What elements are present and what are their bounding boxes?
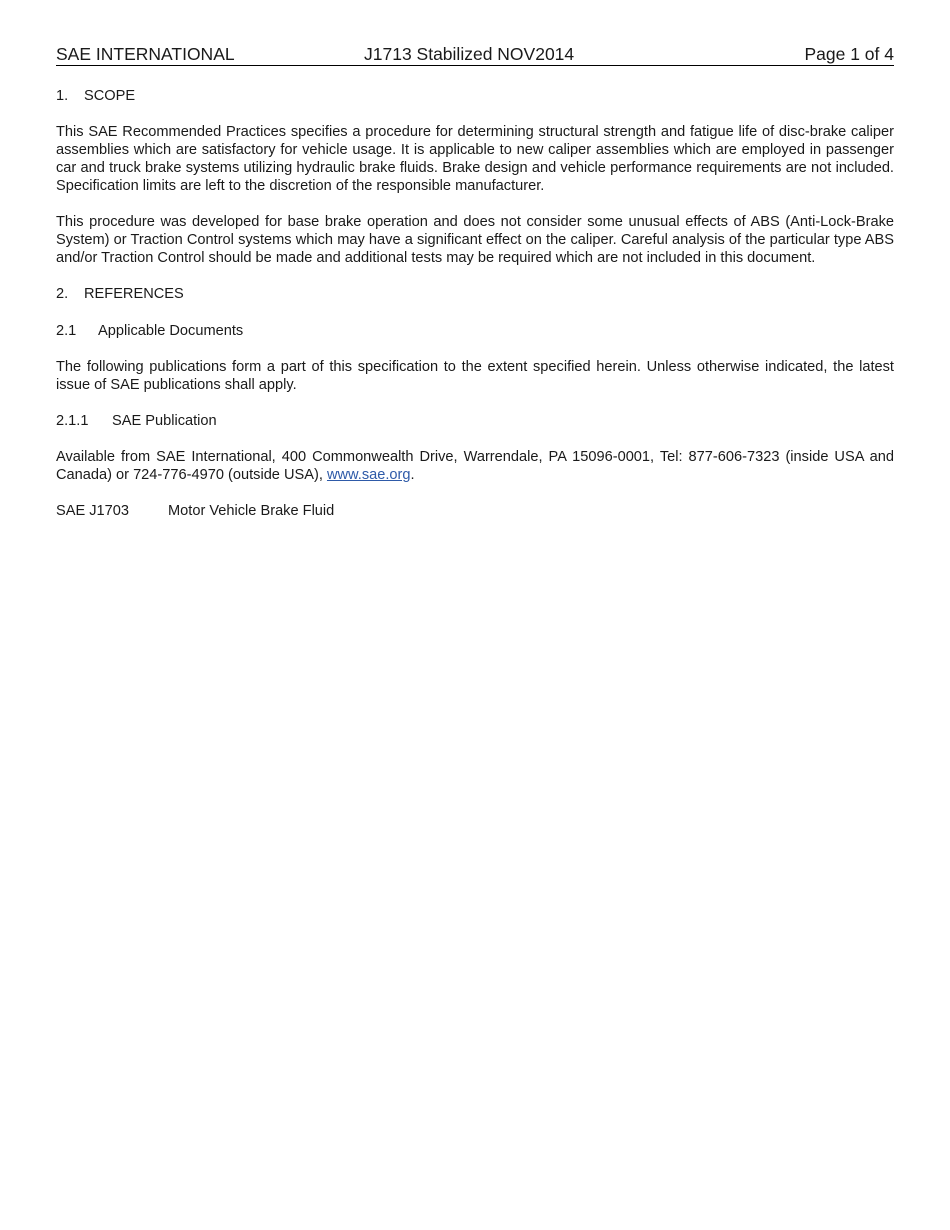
header-organization: SAE INTERNATIONAL [56,44,235,64]
header-page-number: Page 1 of 4 [804,44,894,64]
applicable-documents-paragraph: The following publications form a part of this specification to the extent specified herein. Unless otherwise indicated, the latest issue of SAE publications shall apply. [56,359,894,393]
availability-paragraph [56,448,894,484]
scope-paragraph-1: This SAE Recommended Practices specifies a procedure for determining structural strength and fatigue life of disc-brake caliper assemblies which are satisfactory for vehicle usage. It is applicable to new caliper assemblies which are employed in passenger car and truck brake systems utilizing hydraulic brake fluids. Brake design and vehicle performance requirements are not included. Specification limits are left to the discretion of the responsible manufacturer. [56,124,894,194]
sae-publication-number: 2.1.1 [56,413,89,429]
reference-code: SAE J1703 [56,503,130,519]
document-page [56,43,894,520]
reference-entry [56,502,894,520]
references-heading [56,285,894,303]
scope-paragraph-2: This procedure was developed for base brake operation and does not consider some unusual effects of ABS (Anti-Lock-Brake System) or Traction Control systems which may have a significant effect on the caliper. Careful analysis of the particular type ABS and/or Traction Control should be made and additional tests may be required which are not included in this document. [56,214,894,266]
availability-period: . [410,467,415,483]
references-title: REFERENCES [84,286,184,302]
header-document-id: J1713 Stabilized NOV2014 [364,44,575,64]
availability-text: Available from SAE International, 400 Commonwealth Drive, Warrendale, PA 15096-0001, Tel: 877-606-7323 (inside USA and Canada) or 724-776-4970 (outside USA), [56,449,894,483]
applicable-documents-title: Applicable Documents [98,323,244,339]
page-header [56,43,894,66]
sae-website-link[interactable]: www.sae.org [326,467,411,483]
reference-title: Motor Vehicle Brake Fluid [168,503,335,519]
references-number: 2. [56,286,69,302]
applicable-documents-number: 2.1 [56,323,77,339]
scope-number: 1. [56,88,69,104]
scope-heading [56,87,894,105]
document-body [56,87,894,520]
sae-publication-title: SAE Publication [112,413,217,429]
sae-publication-heading [56,412,894,430]
applicable-documents-heading [56,322,894,340]
scope-title: SCOPE [84,88,136,104]
